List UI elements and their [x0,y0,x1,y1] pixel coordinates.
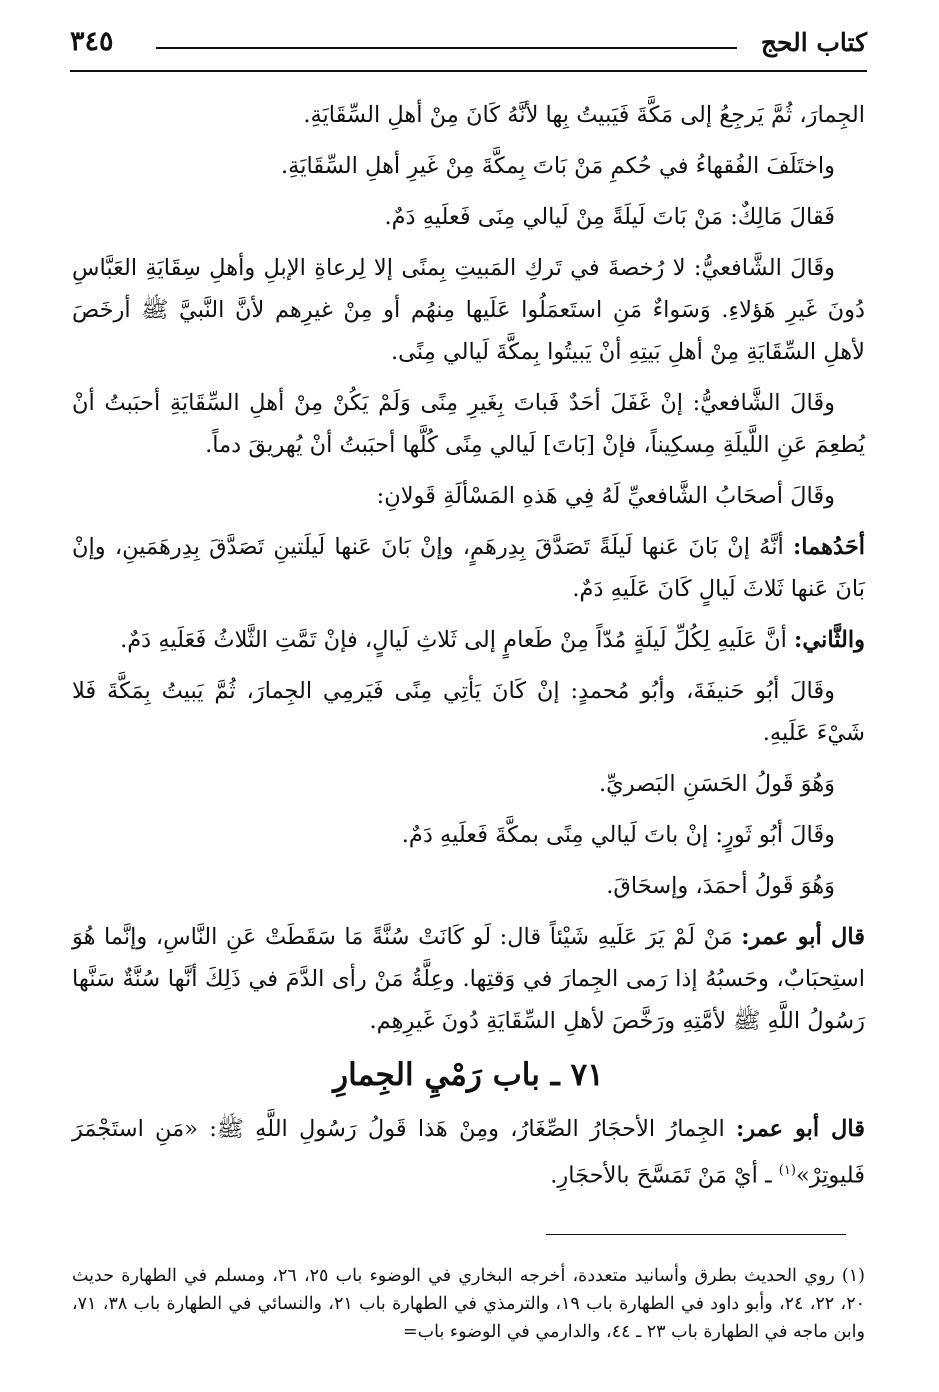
opinion-one-label: أحَدُهما: [793,534,866,560]
footnote: (١) روي الحديث بطرق وأسانيد متعددة، أخرجه البخاري في الوضوء باب ٢٥، ٢٦، ومسلم في الطهارة حديث ٢٠، ٢٢، ٢٤، وأبو داود في الطهارة باب ١٩، والترمذي في الطهارة باب ٢١، والنسائي في الطهارة باب ٣٨، ٧١، وابن ماجه في الطهارة باب ٢٣ ـ ٤٤، والدارمي في الوضوء باب= [72,1265,865,1342]
header-rule [70,70,867,72]
abu-umar-definition [72,1108,865,1197]
header-line [156,47,737,49]
paragraph: وقَالَ أبُو حَنيفَةَ، وأبُو مُحمدٍ: إنْ كَانَ يَأتِي مِنًى فَيَرمِي الجِمارَ، ثُمَّ يَبيتُ بِمَكَّةَ فَلا شَيْءَ عَلَيهِ. [72,678,865,746]
abu-umar-label-2: قال أبو عمر: [735,1116,865,1142]
opinion-one [72,526,865,610]
page-number: ٣٤٥ [70,26,114,57]
paragraph: فَقالَ مَالِكٌ: مَنْ بَاتَ لَيلَةً مِنْ لَيالي مِنَى فَعلَيهِ دَمٌ. [384,204,835,230]
page-body [72,94,865,1206]
paragraph: وقَالَ أبُو ثَورٍ: إنْ باتَ لَيالي مِنًى بمكَّةَ فَعلَيهِ دَمٌ. [401,822,835,848]
definition-text-after: ـ أيْ مَنْ تَمَسَّحَ بالأحجَارِ. [550,1162,779,1189]
paragraph: وقَالَ الشَّافعيُّ: إنْ غَفَلَ أحَدٌ فَباتَ بِغَيرِ مِنًى وَلَمْ يَكُنْ مِنْ أهلِ السِّقَايَةِ أحبَبتُ أنْ يُطعِمَ عَنِ اللَّيلَةِ مِسكِيناً، فإنْ [بَاتَ] لَيالي مِنًى كُلَّها أحبَبتُ أنْ يُهريقَ دماً. [72,390,865,458]
opinion-one-text: أنَّهُ إنْ بَانَ عَنها لَيلَةً تَصَدَّقَ بِدِرهَمٍ، وإنْ بَانَ عَنها لَيلَتينِ تَصَدَّقَ بِدِرهَمَينِ، وإنْ بَانَ عَنها ثَلاثَ لَيالٍ كَانَ عَلَيهِ دَمٌ. [72,534,865,602]
footnote-ref[interactable]: (١) [778,1163,796,1178]
paragraph: وَهُوَ قَولُ أحمَدَ، وإسحَاقَ. [606,873,835,899]
definition-text: الجِمارُ الأحجَارُ الصِّغَارُ، ومِنْ هَذا قَولُ رَسُولِ اللَّهِ ﷺ: «مَنِ استَجْمَرَ فَليوتِرْ» [72,1116,865,1189]
running-header [70,26,867,66]
chapter-heading: ٧١ ـ باب رَمْيِ الجِمارِ [333,1057,604,1093]
paragraph: وقَالَ الشَّافعيُّ: لا رُخصةَ في تَركِ المَبيتِ بِمنًى إلا لِرعاةِ الإبلِ وأهلِ سِقَايَةِ العَبَّاسِ دُونَ غَيرِ هَؤلاءِ. وَسَواءٌ مَنِ استَعمَلُوا عَلَيها مِنهُم أو مِنْ غيرِهم لأنَّ النَّبيَّ ﷺ أرخَصَ لأهلِ السِّقَايَةِ مِنْ أهلِ بَيتِهِ أنْ يَبيتُوا بِمكَّةَ لَيالي مِنًى. [72,255,865,365]
abu-umar-text: مَنْ لَمْ يَرَ عَلَيهِ شَيْئاً قال: لَو كَانَتْ سُنَّةً مَا سَقَطَتْ عَنِ النَّاسِ، وإنَّما هُوَ استِحبَابٌ، وحَسبُهُ إذا رَمى الجِمارَ في وَقتِها. وعِلَّةُ مَنْ رأى الدَّمَ في ذَلِكَ أنَّها سُنَّةٌ سَنَّها رَسُولُ اللَّهِ ﷺ لأمَّتِهِ ورَخَّصَ لأهلِ السِّقَايَةِ دُونَ غَيرِهِم. [72,924,865,1034]
header-title: كتاب الحج [760,28,867,57]
paragraph: الجِمارَ، ثُمَّ يَرجِعُ إلى مَكَّةَ فَيَبيتُ بِها لأنَّهُ كَانَ مِنْ أهلِ السِّقَايَةِ. [303,102,865,128]
opinion-two [72,619,865,661]
footnote-separator [546,1234,846,1235]
paragraph: وَهُوَ قَولُ الحَسَنِ البَصريِّ. [599,771,835,797]
abu-umar-label: قال أبو عمر: [741,924,866,950]
paragraph: واختَلَفَ الفُقهاءُ في حُكمِ مَنْ بَاتَ بِمكَّةَ مِنْ غَيرِ أهلِ السِّقَايَةِ. [280,153,835,179]
opinion-two-text: أنَّ عَلَيهِ لِكُلِّ لَيلَةٍ مُدّاً مِنْ طَعامٍ إلى ثَلاثِ لَيالٍ، فإنْ تَمَّتِ الثَّلاثُ فَعَلَيهِ دَمٌ. [120,627,787,653]
abu-umar-comment [72,916,865,1042]
paragraph: وقَالَ أصحَابُ الشَّافعيِّ لَهُ فِي هَذهِ المَسْألَةِ قَولانِ: [376,483,835,509]
opinion-two-label: والثَّاني: [794,627,865,653]
